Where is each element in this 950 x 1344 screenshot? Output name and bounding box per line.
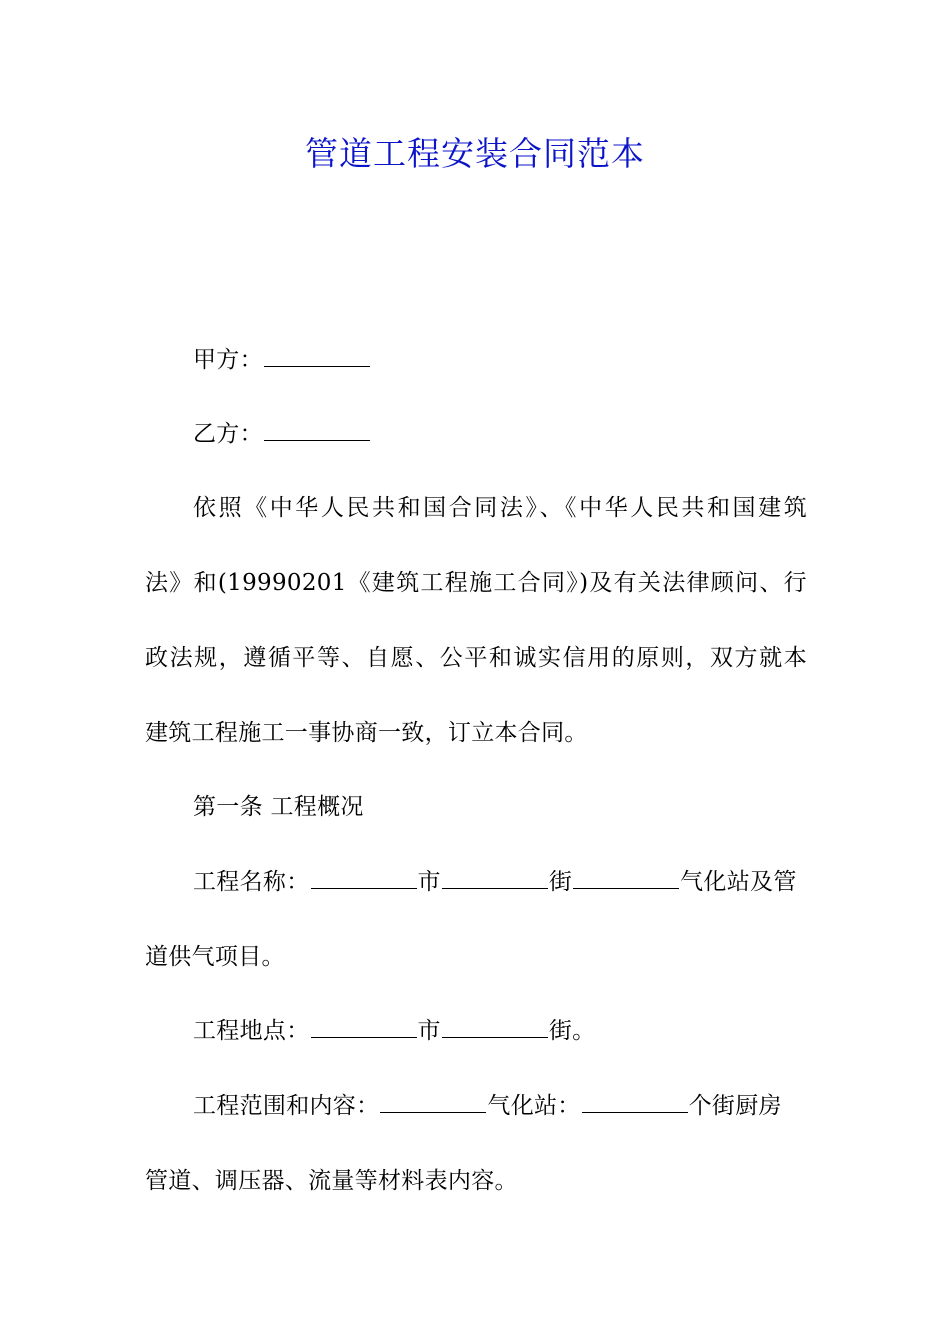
preamble-line-4: 建筑工程施工一事协商一致，订立本合同。 <box>145 720 588 746</box>
document-title: 管道工程安装合同范本 <box>305 134 645 173</box>
project-scope-label: 工程范围和内容： <box>193 1093 380 1119</box>
project-location-street-blank <box>442 1015 548 1038</box>
project-location-line <box>145 1011 807 1051</box>
preamble-line-3: 政法规，遵循平等、自愿、公平和诚实信用的原则，双方就本 <box>145 645 807 671</box>
project-name-label: 工程名称： <box>193 869 310 895</box>
project-scope-blank-2 <box>582 1090 688 1113</box>
project-scope-station: 气化站： <box>487 1093 581 1119</box>
project-location-city-blank <box>311 1015 417 1038</box>
project-scope-continuation: 管道、调压器、流量等材料表内容。 <box>145 1168 518 1194</box>
project-name-line <box>145 862 807 902</box>
preamble-line-1: 依照《中华人民共和国合同法》、《中华人民共和国建筑 <box>193 495 807 521</box>
party-a-line <box>145 340 807 380</box>
party-b-label: 乙方： <box>193 421 263 447</box>
party-b-line <box>145 414 807 454</box>
project-scope-blank-1 <box>380 1090 486 1113</box>
project-name-station-blank <box>573 866 679 889</box>
project-name-continuation: 道供气项目。 <box>145 944 285 970</box>
party-a-label: 甲方： <box>193 347 263 373</box>
project-location-street: 街。 <box>548 1018 596 1044</box>
project-scope-line <box>145 1086 807 1126</box>
project-name-street-blank <box>442 866 548 889</box>
project-scope-tail: 个街厨房 <box>688 1093 782 1119</box>
project-location-city: 市 <box>417 1018 441 1044</box>
project-name-street: 街 <box>548 869 573 895</box>
project-name-tail: 气化站及管 <box>680 869 797 895</box>
project-name-city: 市 <box>417 869 441 895</box>
project-location-label: 工程地点： <box>193 1018 310 1044</box>
party-b-blank <box>264 418 370 441</box>
preamble-line-2: 法》和(19990201《建筑工程施工合同》)及有关法律顾问、行 <box>145 570 807 596</box>
project-name-city-blank <box>311 866 417 889</box>
party-a-blank <box>264 344 370 367</box>
article-1-heading: 第一条 工程概况 <box>193 794 364 820</box>
